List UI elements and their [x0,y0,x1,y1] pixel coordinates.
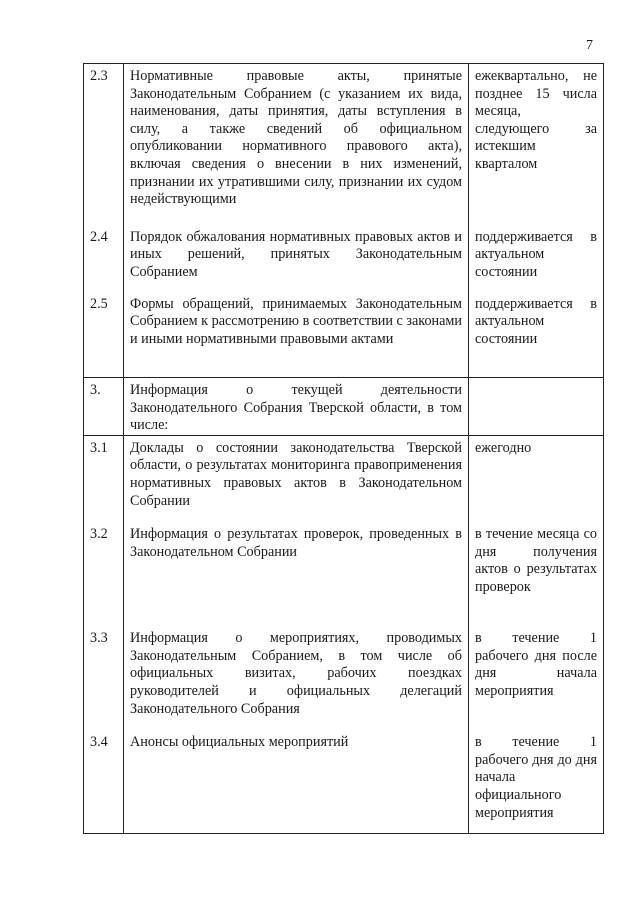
table-row [84,435,604,522]
item-period [469,378,604,436]
table-row [84,225,604,292]
item-number: 3.3 [84,626,124,730]
item-period: поддерживается в актуальном состоянии [469,225,604,292]
item-number: 2.5 [84,292,124,378]
item-period: ежеквартально, не позднее 15 числа месяца, следующего за истекшим кварталом [469,64,604,225]
item-description: Информация о результатах проверок, проведенных в Законодательном Собрании [124,522,469,626]
item-period: в течение месяца со дня получения актов о результатах проверок [469,522,604,626]
item-number: 3. [84,378,124,436]
item-number: 3.2 [84,522,124,626]
item-description: Нормативные правовые акты, принятые Законодательным Собранием (с указанием их вида, наименования, даты принятия, даты вступления в силу, а также сведений об официальном опубликовании нормативного правового акта), включая сведения о внесении в них изменений, признании их утратившими силу, признании их судом недействующими [124,64,469,225]
item-description: Информация о мероприятиях, проводимых Законодательным Собранием, в том числе об официальных визитах, рабочих поездках руководителей и официальных делегаций Законодательного Собрания [124,626,469,730]
page-number: 7 [586,38,593,53]
item-description: Анонсы официальных мероприятий [124,730,469,833]
table-row [84,626,604,730]
item-number: 2.4 [84,225,124,292]
item-number: 3.1 [84,435,124,522]
table-row [84,378,604,436]
item-period: в течение 1 рабочего дня до дня начала официального мероприятия [469,730,604,833]
schedule-table [83,63,604,834]
item-number: 3.4 [84,730,124,833]
table-row [84,730,604,833]
item-description: Порядок обжалования нормативных правовых актов и иных решений, принятых Законодательным Собранием [124,225,469,292]
table-row [84,64,604,225]
item-number: 2.3 [84,64,124,225]
item-period: ежегодно [469,435,604,522]
item-period: в течение 1 рабочего дня после дня начала мероприятия [469,626,604,730]
item-description: Информация о текущей деятельности Законодательного Собрания Тверской области, в том числе: [124,378,469,436]
table-row [84,292,604,378]
item-description: Формы обращений, принимаемых Законодательным Собранием к рассмотрению в соответствии с законами и иными нормативными правовыми актами [124,292,469,378]
item-description: Доклады о состоянии законодательства Тверской области, о результатах мониторинга правоприменения нормативных правовых актов в Законодательном Собрании [124,435,469,522]
table-row [84,522,604,626]
item-period: поддерживается в актуальном состоянии [469,292,604,378]
